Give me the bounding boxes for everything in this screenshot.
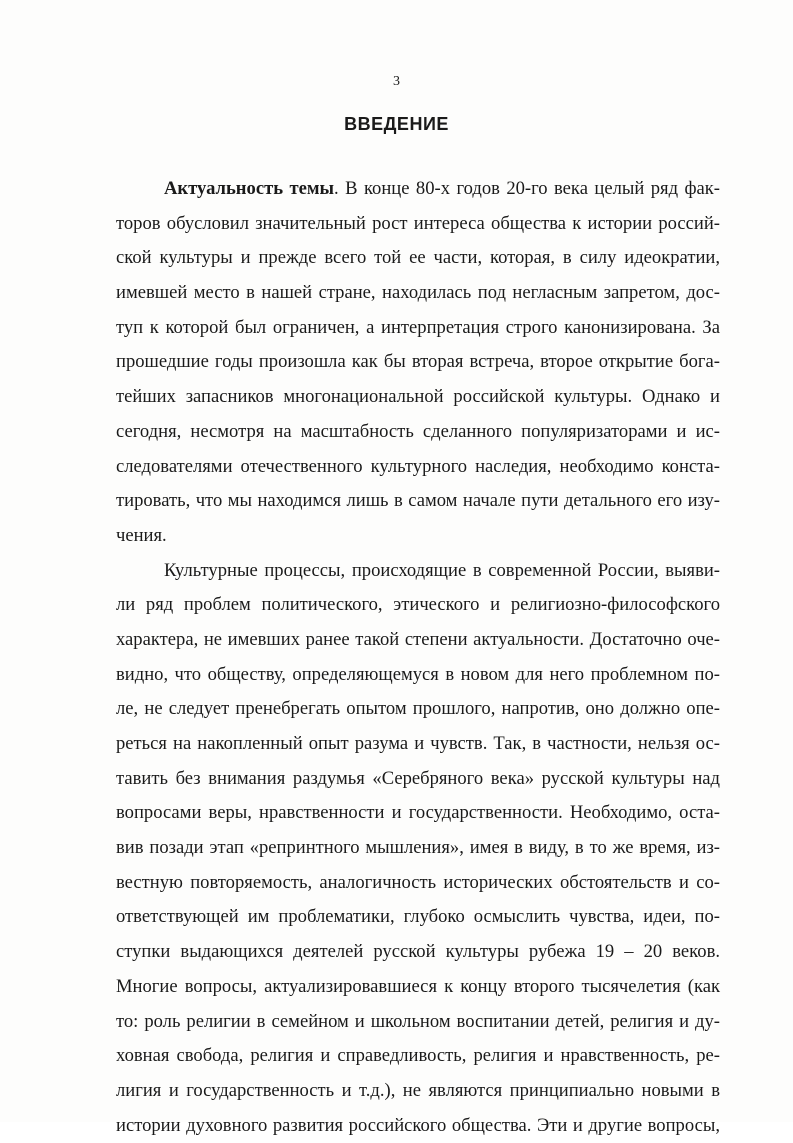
text-line: имевшей место в нашей стране, находилась под негласным запретом, дос- — [116, 282, 720, 304]
text-line: ле, не следует пренебрегать опытом прошлого, напротив, оно должно опе- — [116, 698, 720, 720]
text-line: туп к которой был ограничен, а интерпретация строго канонизирована. За — [116, 316, 720, 338]
text-line: чения. — [116, 524, 167, 546]
text-line: Многие вопросы, актуализировавшиеся к концу второго тысячелетия (как — [116, 975, 720, 997]
paragraph-lead: Актуальность темы — [164, 178, 335, 199]
page-title: ВВЕДЕНИЕ — [344, 114, 449, 134]
text-line: тировать, что мы находимся лишь в самом начале пути детального его изу- — [116, 490, 720, 512]
text-line: Культурные процессы, происходящие в современной России, выяви- — [164, 559, 720, 581]
text-line: тейших запасников многонациональной российской культуры. Однако и — [116, 386, 720, 408]
text-line: то: роль религии в семейном и школьном воспитании детей, религия и ду- — [116, 1010, 720, 1032]
text-line — [116, 172, 720, 207]
text-line: торов обусловил значительный рост интереса общества к истории россий- — [116, 212, 720, 234]
page-number: 3 — [393, 74, 400, 89]
text-line: ли ряд проблем политического, этического и религиозно-философского — [116, 594, 720, 616]
text-line: ступки выдающихся деятелей русской культуры рубежа 19 – 20 веков. — [116, 941, 720, 963]
text-line: вопросами веры, нравственности и государственности. Необходимо, оста- — [116, 802, 720, 824]
text-line: ответствующей им проблематики, глубоко осмыслить чувства, идеи, по- — [116, 906, 720, 928]
text-line: ховная свобода, религия и справедливость, религия и нравственность, ре- — [116, 1045, 720, 1067]
text-line: характера, не имевших ранее такой степени актуальности. Достаточно оче- — [116, 628, 720, 650]
text-line: ской культуры и прежде всего той ее части, которая, в силу идеократии, — [116, 247, 720, 269]
text-line: видно, что обществу, определяющемуся в новом для него проблемном по- — [116, 663, 720, 685]
text-line-content: . В конце 80-х годов 20-го века целый ряд фак- — [334, 178, 720, 199]
body-text — [116, 172, 720, 1143]
text-line: сегодня, несмотря на масштабность сделанного популяризаторами и ис- — [116, 420, 720, 442]
text-line: реться на накопленный опыт разума и чувств. Так, в частности, нельзя ос- — [116, 733, 720, 754]
text-line: истории духовного развития российского общества. Эти и другие вопросы, — [116, 1114, 720, 1136]
text-line: лигия и государственность и т.д.), не являются принципиально новыми в — [116, 1079, 720, 1101]
text-line: вив позади этап «репринтного мышления», имея в виду, в то же время, из- — [116, 837, 720, 859]
text-line: следователями отечественного культурного наследия, необходимо конста- — [116, 455, 720, 477]
text-line: прошедшие годы произошла как бы вторая встреча, второе открытие бога- — [116, 351, 720, 373]
text-line: тавить без внимания раздумья «Серебряного века» русской культуры над — [116, 767, 720, 789]
text-line: вестную повторяемость, аналогичность исторических обстоятельств и со- — [116, 871, 720, 893]
